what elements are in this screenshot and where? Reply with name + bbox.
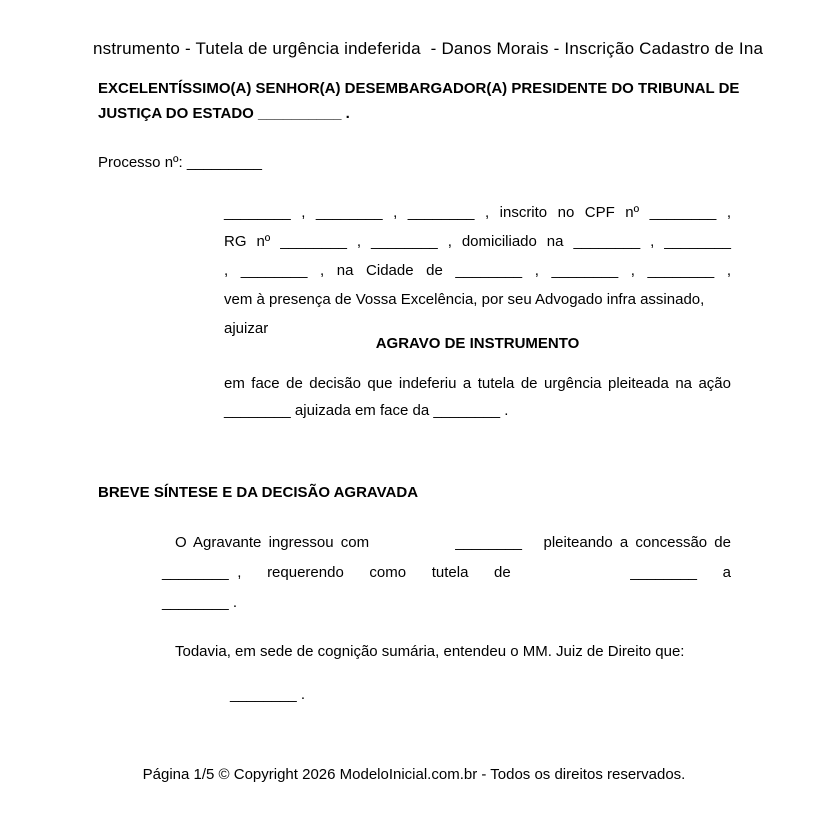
document-category-header: nstrumento - Tutela de urgência indeferida - Danos Morais - Inscrição Cadastro de Ina — [93, 39, 764, 58]
qualification-line: , ________ , na Cidade de ________ , ________ , ________ , — [224, 262, 731, 279]
qualification-line: RG nº ________ , ________ , domiciliado na ________ , ________ — [224, 233, 731, 250]
synthesis-line: ________ . — [162, 594, 238, 611]
addressing-heading-line-1: EXCELENTÍSSIMO(A) SENHOR(A) DESEMBARGADOR(A) PRESIDENTE DO TRIBUNAL DE — [98, 80, 740, 97]
synthesis-line: ________ , requerendo como tutela de ________ a — [162, 564, 731, 581]
object-paragraph-line: em face de decisão que indeferiu a tutela de urgência pleiteada na ação — [224, 375, 731, 392]
process-number-line: Processo nº: _________ — [98, 154, 262, 171]
object-paragraph — [224, 370, 731, 424]
petition-title: AGRAVO DE INSTRUMENTO — [375, 335, 580, 352]
qualification-paragraph — [224, 198, 731, 343]
object-paragraph-line: ________ ajuizada em face da ________ . — [224, 402, 509, 419]
quoted-decision-blank: ________ . — [230, 686, 306, 703]
synthesis-line: O Agravante ingressou com ________ pleiteando a concessão de — [175, 534, 731, 551]
decision-intro-line: Todavia, em sede de cognição sumária, entendeu o MM. Juiz de Direito que: — [175, 643, 685, 660]
qualification-line: vem à presença de Vossa Excelência, por seu Advogado infra assinado, ajuizar — [224, 291, 705, 337]
page-footer: Página 1/5 © Copyright 2026 ModeloInicial.com.br - Todos os direitos reservados. — [142, 766, 686, 783]
qualification-line: ________ , ________ , ________ , inscrito no CPF nº ________ , — [224, 204, 731, 221]
addressing-heading-line-2: JUSTIÇA DO ESTADO __________ . — [98, 105, 350, 122]
synthesis-paragraph — [162, 528, 731, 618]
addressing-heading — [98, 76, 740, 126]
section-heading: BREVE SÍNTESE E DA DECISÃO AGRAVADA — [98, 484, 419, 501]
